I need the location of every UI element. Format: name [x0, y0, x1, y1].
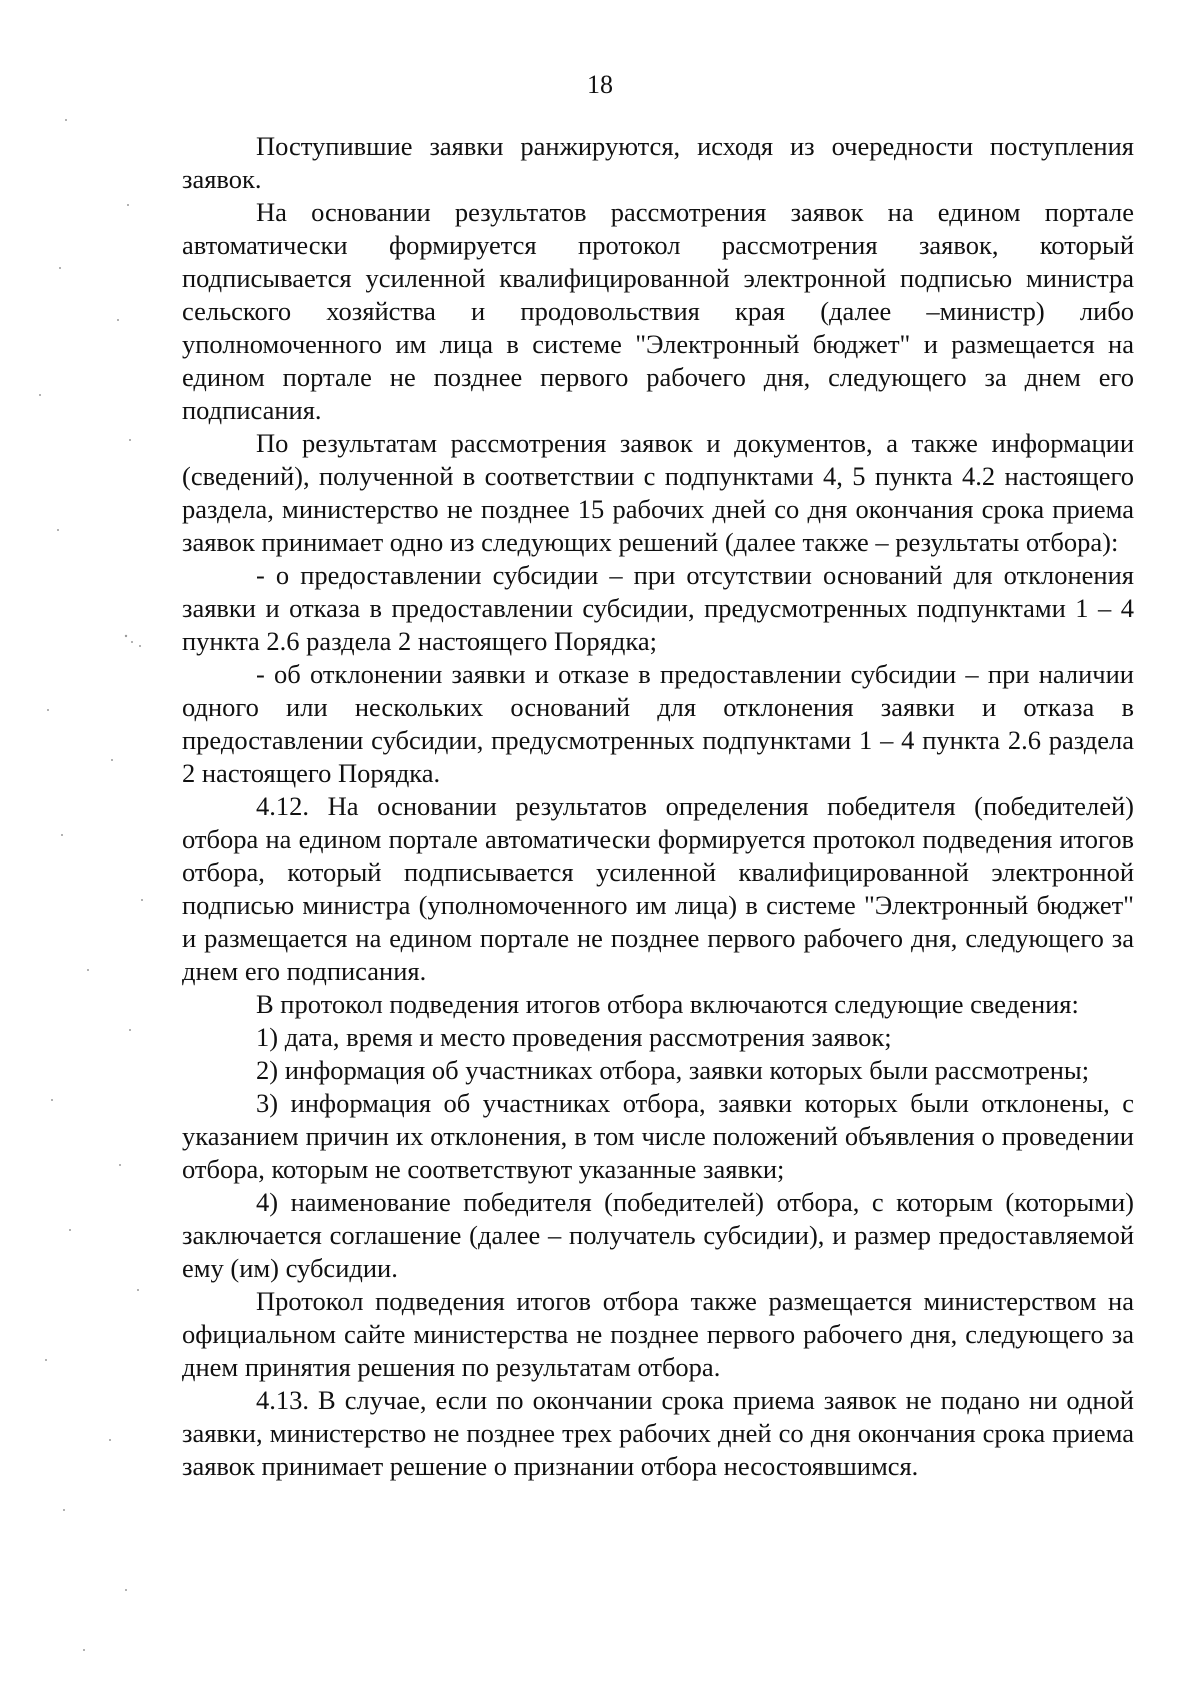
- paragraph: Протокол подведения итогов отбора также размещается министерством на официальном сайте министерства не позднее первого рабочего дня, следующего за днем принятия решения по результатам отбора.: [182, 1286, 1134, 1382]
- scan-noise: [0, 0, 200, 1707]
- paragraph: По результатам рассмотрения заявок и документов, а также информации (сведений), полученной в соответствии с подпунктами 4, 5 пункта 4.2 настоящего раздела, министерство не позднее 15 рабочих дней со дня окончания срока приема заявок принимает одно из следующих решений (далее также – результаты отбора):: [182, 428, 1134, 557]
- paragraph: 4) наименование победителя (победителей) отбора, с которым (которыми) заключается соглашение (далее – получатель субсидии), и размер предоставляемой ему (им) субсидии.: [182, 1187, 1134, 1283]
- paragraph: 3) информация об участниках отбора, заявки которых были отклонены, с указанием причин их отклонения, в том числе положений объявления о проведении отбора, которым не соответствуют указанные заявки;: [182, 1088, 1134, 1184]
- paragraph: - о предоставлении субсидии – при отсутствии оснований для отклонения заявки и отказа в предоставлении субсидии, предусмотренных подпунктами 1 – 4 пункта 2.6 раздела 2 настоящего Порядка;: [182, 560, 1134, 656]
- paragraph: На основании результатов рассмотрения заявок на едином портале автоматически формируется протокол рассмотрения заявок, который подписывается усиленной квалифицированной электронной подписью министра сельского хозяйства и продовольствия края (далее –министр) либо уполномоченного им лица в системе "Электронный бюджет" и размещается на едином портале не позднее первого рабочего дня, следующего за днем его подписания.: [182, 197, 1134, 425]
- paragraph: 2) информация об участниках отбора, заявки которых были рассмотрены;: [256, 1055, 1090, 1085]
- paragraph: 4.12. На основании результатов определения победителя (победителей) отбора на едином портале автоматически формируется протокол подведения итогов отбора, который подписывается усиленной квалифицированной электронной подписью министра (уполномоченного им лица) в системе "Электронный бюджет" и размещается на едином портале не позднее первого рабочего дня, следующего за днем его подписания.: [182, 791, 1134, 986]
- page-number: 18: [587, 70, 613, 99]
- paragraph: 1) дата, время и место проведения рассмотрения заявок;: [256, 1022, 892, 1052]
- paragraph: - об отклонении заявки и отказе в предоставлении субсидии – при наличии одного или нескольких оснований для отклонения заявки и отказа в предоставлении субсидии, предусмотренных подпунктами 1 – 4 пункта 2.6 раздела 2 настоящего Порядка.: [182, 659, 1134, 788]
- document-body: [182, 130, 1134, 1483]
- paragraph: Поступившие заявки ранжируются, исходя из очередности поступления заявок.: [182, 131, 1134, 194]
- paragraph: В протокол подведения итогов отбора включаются следующие сведения:: [256, 989, 1079, 1019]
- paragraph: 4.13. В случае, если по окончании срока приема заявок не подано ни одной заявки, министерство не позднее трех рабочих дней со дня окончания срока приема заявок принимает решение о признании отбора несостоявшимся.: [182, 1385, 1134, 1481]
